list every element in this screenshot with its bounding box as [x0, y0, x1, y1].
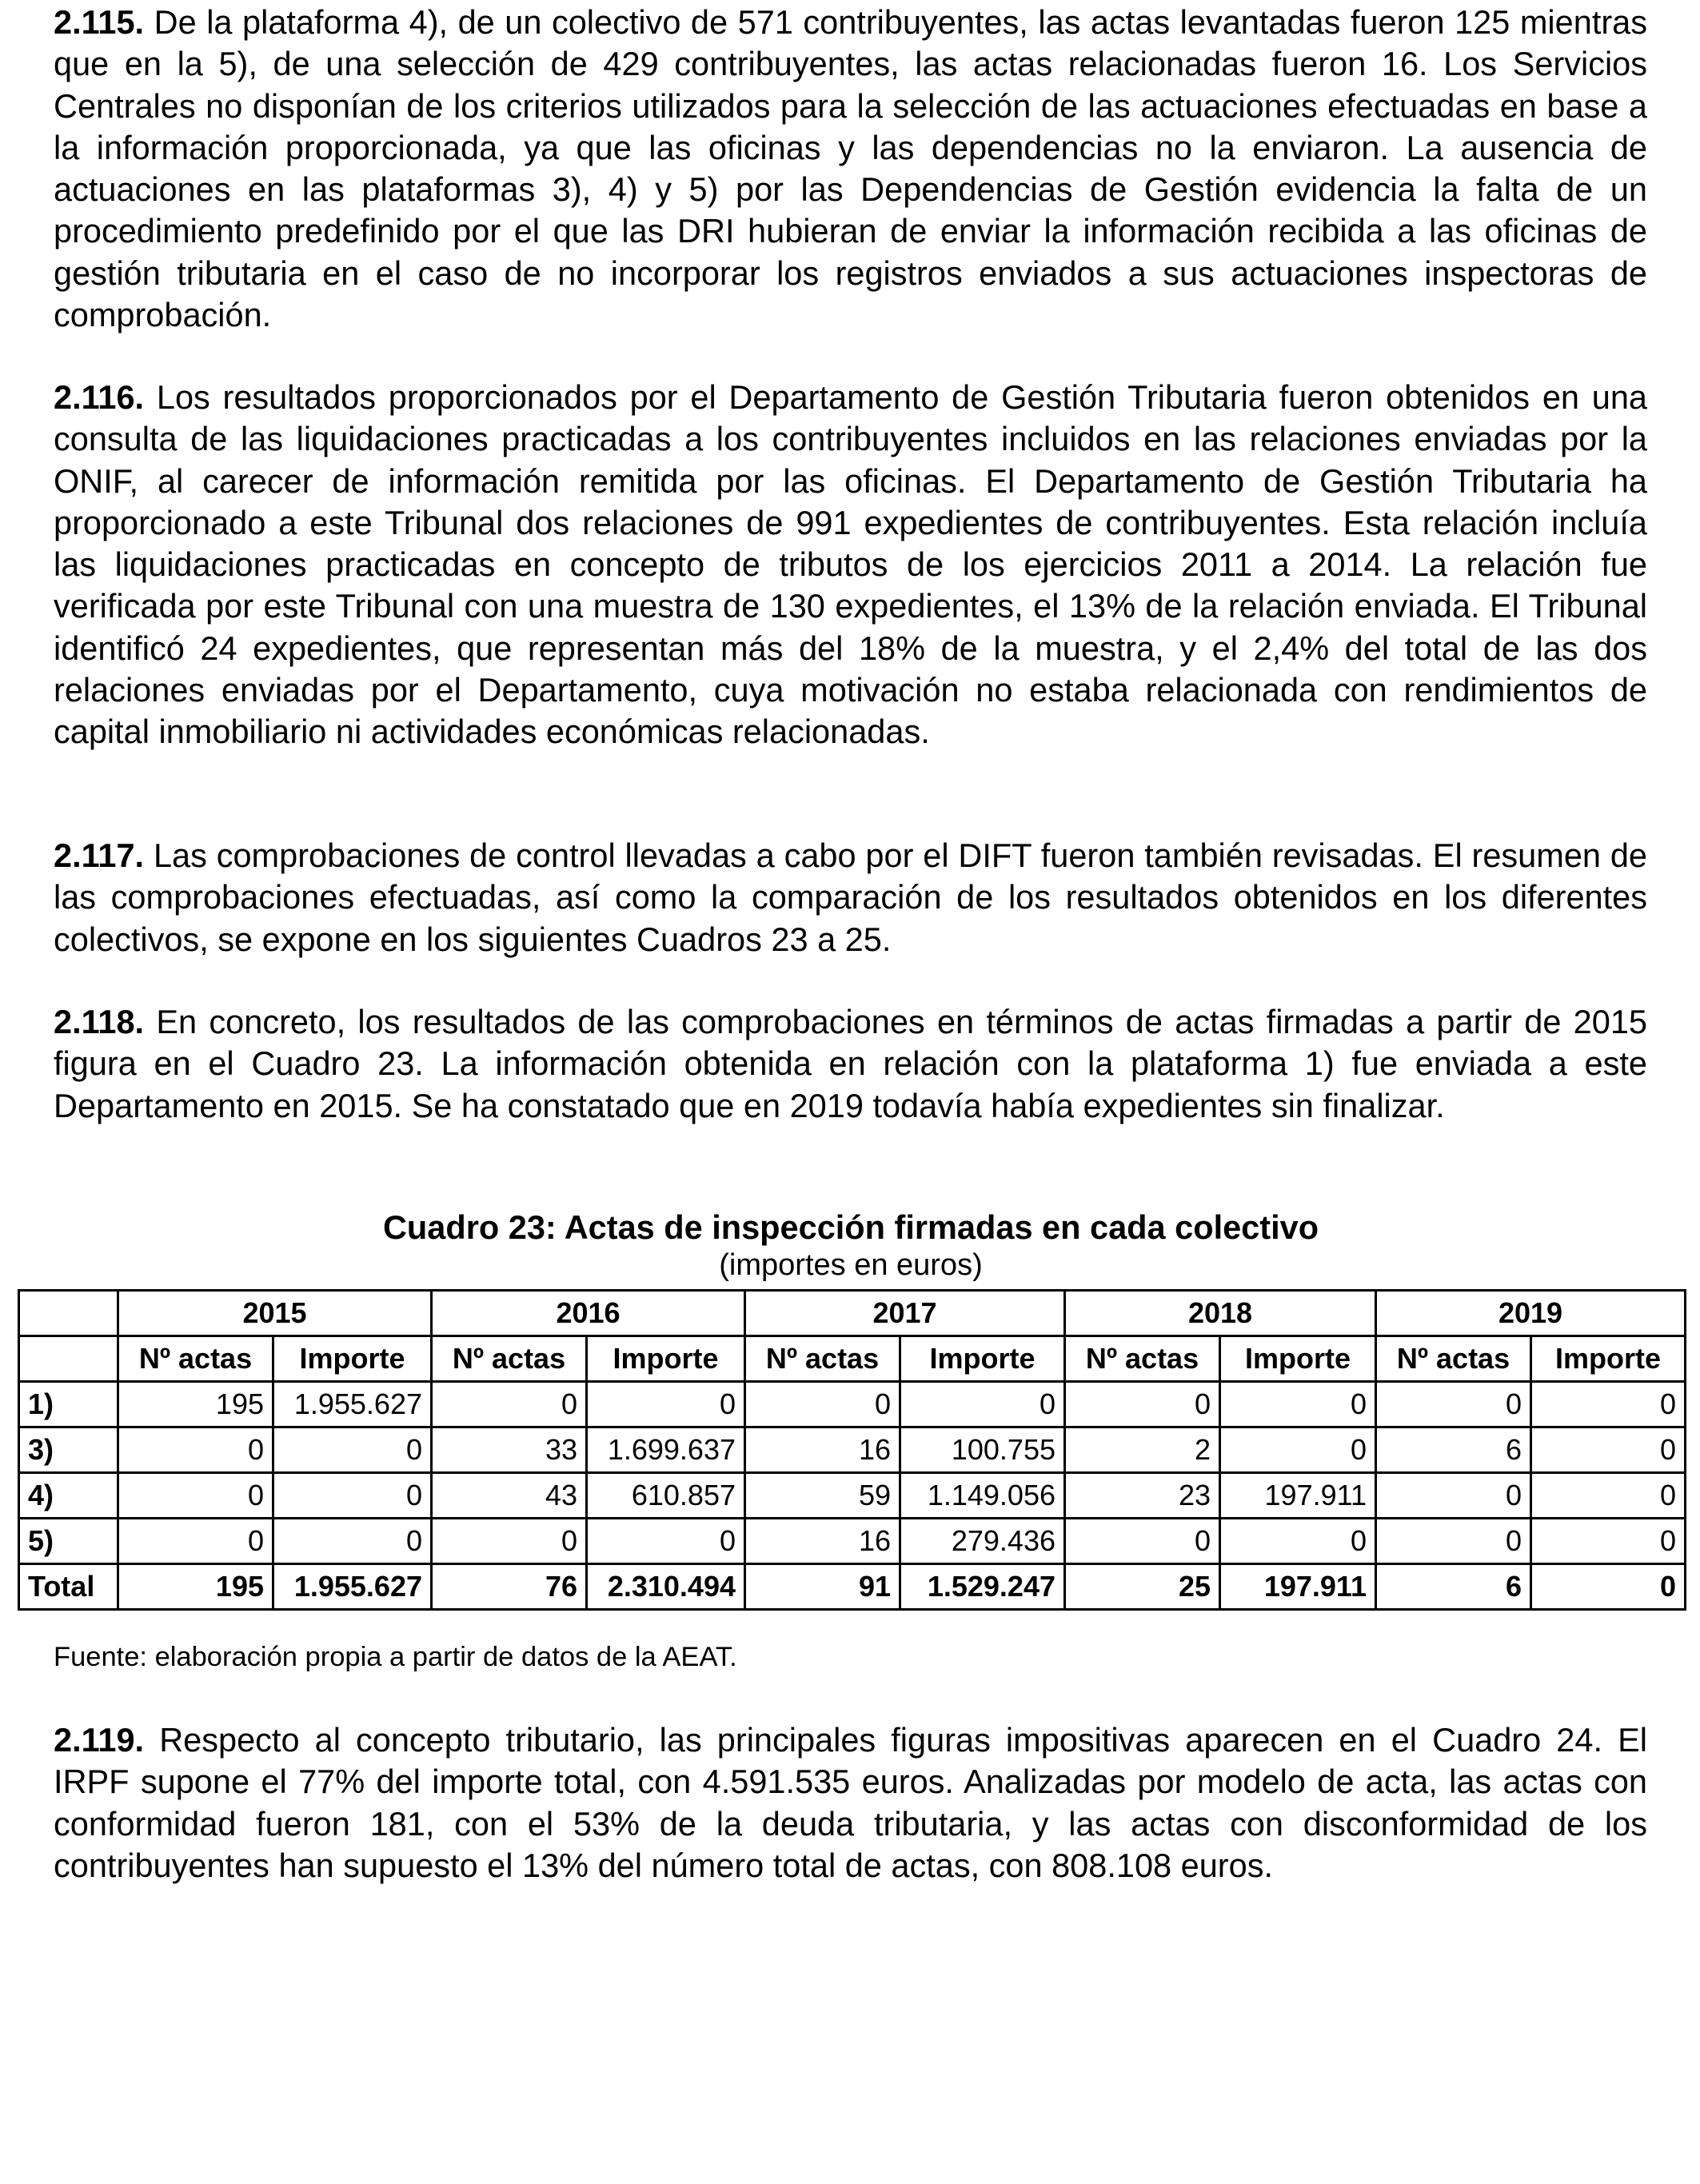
table-cell: 2 [1065, 1427, 1220, 1473]
total-row [19, 1564, 1686, 1610]
paragraph-text: De la plataforma 4), de un colectivo de 571 contribuyentes, las actas levantadas fueron 125 mientras que en la 5), de una selección de 429 contribuyentes, las actas relacionadas fueron 16. Los Servicios Centrales no disponían de los criterios utilizados para la selección de las actuaciones efectuadas en base a la información proporcionada, ya que las oficinas y las dependencias no la enviaron. La ausencia de actuaciones en las plataformas 3), 4) y 5) por las Dependencias de Gestión evidencia la falta de un procedimiento predefinido por el que las DRI hubieran de enviar la información recibida a las oficinas de gestión tributaria en el caso de no incorporar los registros enviados a sus actuaciones inspectoras de comprobación. [54, 3, 1647, 334]
paragraph-text: En concreto, los resultados de las comprobaciones en términos de actas firmadas a partir de 2015 figura en el Cuadro 23. La información obtenida en relación con la plataforma 1) fue enviada a este Departamento en 2015. Se ha constatado que en 2019 todavía había expedientes sin finalizar. [54, 1003, 1647, 1124]
table-cell: 43 [432, 1473, 587, 1519]
table-cell: 197.911 [1220, 1473, 1376, 1519]
year-header: 2017 [745, 1291, 1065, 1336]
row-label: 5) [19, 1519, 118, 1564]
table-cell: 0 [273, 1427, 432, 1473]
subheader-row [19, 1336, 1686, 1382]
table-cell: 1.955.627 [273, 1382, 432, 1427]
column-header: Importe [587, 1336, 745, 1382]
column-header: Importe [1220, 1336, 1376, 1382]
table-cell: 0 [118, 1473, 273, 1519]
table-cell: 25 [1065, 1564, 1220, 1610]
table-cell: 0 [1220, 1519, 1376, 1564]
paragraph-number: 2.119. [54, 1721, 145, 1759]
table-subtitle: (importes en euros) [719, 1248, 983, 1282]
table-cell: 6 [1376, 1427, 1531, 1473]
table-cell: 6 [1376, 1564, 1531, 1610]
paragraph-number: 2.116. [54, 378, 145, 416]
paragraph-number: 2.115. [54, 3, 145, 41]
column-header: Nº actas [745, 1336, 900, 1382]
column-header: Nº actas [1065, 1336, 1220, 1382]
year-header-row [19, 1291, 1686, 1336]
table-cell: 0 [587, 1519, 745, 1564]
table-cell: 100.755 [900, 1427, 1065, 1473]
table-row [19, 1427, 1686, 1473]
paragraph-2-117 [54, 835, 1647, 960]
actas-table [18, 1289, 1686, 1611]
table-cell: 23 [1065, 1473, 1220, 1519]
table-cell: 610.857 [587, 1473, 745, 1519]
table-cell: 2.310.494 [587, 1564, 745, 1610]
header-empty-cell [19, 1291, 118, 1336]
table-cell: 91 [745, 1564, 900, 1610]
paragraph-number: 2.117. [54, 836, 145, 874]
table-cell: 0 [273, 1519, 432, 1564]
table-cell: 1.955.627 [273, 1564, 432, 1610]
table-cell: 0 [273, 1473, 432, 1519]
table-row [19, 1473, 1686, 1519]
paragraph-number: 2.118. [54, 1003, 145, 1040]
table-cell: 0 [1376, 1519, 1531, 1564]
row-label: 4) [19, 1473, 118, 1519]
table-cell: 0 [1220, 1382, 1376, 1427]
table-cell: 0 [1531, 1427, 1686, 1473]
table-cell: 0 [1531, 1564, 1686, 1610]
row-label: Total [19, 1564, 118, 1610]
table-cell: 1.149.056 [900, 1473, 1065, 1519]
table-cell: 0 [1220, 1427, 1376, 1473]
table-cell: 0 [432, 1382, 587, 1427]
table-cell: 0 [118, 1427, 273, 1473]
table-cell: 279.436 [900, 1519, 1065, 1564]
table-row [19, 1382, 1686, 1427]
table-cell: 16 [745, 1427, 900, 1473]
table-cell: 33 [432, 1427, 587, 1473]
paragraph-text: Respecto al concepto tributario, las principales figuras impositivas aparecen en el Cuadro 24. El IRPF supone el 77% del importe total, con 4.591.535 euros. Analizadas por modelo de acta, las actas con conformidad fueron 181, con el 53% de la deuda tributaria, y las actas con disconformidad de los contribuyentes han supuesto el 13% del número total de actas, con 808.108 euros. [54, 1721, 1647, 1884]
table-cell: 59 [745, 1473, 900, 1519]
table-cell: 0 [1376, 1473, 1531, 1519]
row-label: 3) [19, 1427, 118, 1473]
table-cell: 0 [432, 1519, 587, 1564]
table-cell: 0 [1531, 1519, 1686, 1564]
table-cell: 0 [1065, 1519, 1220, 1564]
table-cell: 195 [118, 1564, 273, 1610]
table-cell: 0 [1531, 1473, 1686, 1519]
table-cell: 0 [745, 1382, 900, 1427]
column-header: Importe [900, 1336, 1065, 1382]
paragraph-text: Los resultados proporcionados por el Departamento de Gestión Tributaria fueron obtenidos en una consulta de las liquidaciones practicadas a los contribuyentes incluidos en las relaciones enviadas por la ONIF, al carecer de información remitida por las oficinas. El Departamento de Gestión Tributaria ha proporcionado a este Tribunal dos relaciones de 991 expedientes de contribuyentes. Esta relación incluía las liquidaciones practicadas en concepto de tributos de los ejercicios 2011 a 2014. La relación fue verificada por este Tribunal con una muestra de 130 expedientes, el 13% de la relación enviada. El Tribunal identificó 24 expedientes, que representan más del 18% de la muestra, y el 2,4% del total de las dos relaciones enviadas por el Departamento, cuya motivación no estaba relacionada con rendimientos de capital inmobiliario ni actividades económicas relacionadas. [54, 378, 1647, 751]
table-title: Cuadro 23: Actas de inspección firmadas en cada colectivo [382, 1208, 1319, 1246]
table-cell: 0 [587, 1382, 745, 1427]
paragraph-2-116 [54, 377, 1647, 753]
table-cell: 16 [745, 1519, 900, 1564]
header-empty-cell [19, 1336, 118, 1382]
table-cell: 195 [118, 1382, 273, 1427]
table-cell: 0 [1531, 1382, 1686, 1427]
column-header: Importe [1531, 1336, 1686, 1382]
table-cell: 197.911 [1220, 1564, 1376, 1610]
table-cell: 76 [432, 1564, 587, 1610]
year-header: 2018 [1065, 1291, 1376, 1336]
column-header: Nº actas [118, 1336, 273, 1382]
year-header: 2015 [118, 1291, 432, 1336]
year-header: 2019 [1376, 1291, 1686, 1336]
table-cell: 0 [1065, 1382, 1220, 1427]
table-cell: 0 [900, 1382, 1065, 1427]
year-header: 2016 [432, 1291, 745, 1336]
paragraph-2-118 [54, 1001, 1647, 1127]
table-cell: 1.699.637 [587, 1427, 745, 1473]
paragraph-2-119 [54, 1719, 1647, 1887]
table-cell: 0 [1376, 1382, 1531, 1427]
column-header: Nº actas [1376, 1336, 1531, 1382]
table-cell: 0 [118, 1519, 273, 1564]
column-header: Importe [273, 1336, 432, 1382]
row-label: 1) [19, 1382, 118, 1427]
paragraph-text: Las comprobaciones de control llevadas a cabo por el DIFT fueron también revisadas. El resumen de las comprobaciones efectuadas, así como la comparación de los resultados obtenidos en los diferentes colectivos, se expone en los siguientes Cuadros 23 a 25. [54, 836, 1647, 958]
column-header: Nº actas [432, 1336, 587, 1382]
table-source-note: Fuente: elaboración propia a partir de datos de la AEAT. [54, 1642, 737, 1672]
table-row [19, 1519, 1686, 1564]
paragraph-2-115 [54, 2, 1647, 336]
table-cell: 1.529.247 [900, 1564, 1065, 1610]
